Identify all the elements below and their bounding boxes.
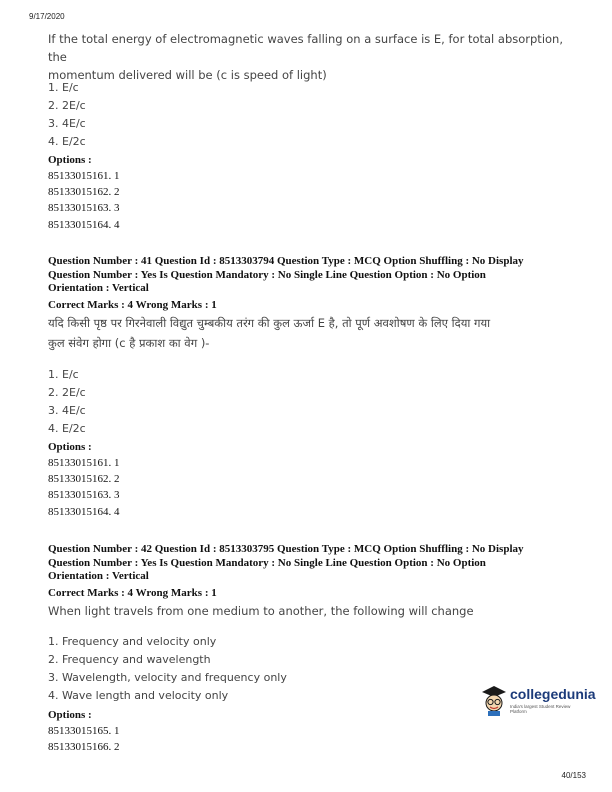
question-text: When light travels from one medium to another, the following will change [48,604,474,618]
marks: Correct Marks : 4 Wrong Marks : 1 [48,586,217,599]
question-meta-42: Question Number : 42 Question Id : 8513303795 Question Type : MCQ Option Shuffling : No Display Question Number : Yes Is Question Mandatory : No Single Line Question Option : No Option Orientation : Vertical Correct Marks : 4 Wrong Marks : 1 [48,543,568,600]
choice-list [48,79,568,151]
print-date: 9/17/2020 [29,12,65,21]
choice-item: 4. E/2c [48,135,86,148]
option-code: 85133015161. 1 [48,170,120,182]
mascot-icon [480,684,508,716]
option-code: 85133015164. 4 [48,218,120,231]
question-text-hindi: यदि किसी पृष्ठ पर गिरनेवाली विद्युत चुम्बकीय तरंग की कुल ऊर्जा E है, तो पूर्ण अवशोषण के लिए दिया गया कुल संवेग होगा (c है प्रकाश का वेग )- [48,316,491,350]
option-code: 85133015161. 1 [48,457,120,469]
option-code: 85133015164. 4 [48,505,120,518]
options-label: Options : [48,441,92,453]
option-code: 85133015165. 1 [48,725,120,737]
choice-item: 3. 4E/c [48,117,86,130]
option-code: 85133015163. 3 [48,202,120,215]
choice-item: 2. Frequency and wavelength [48,653,211,666]
choice-item: 3. Wavelength, velocity and frequency only [48,671,287,684]
choice-item: 1. Frequency and velocity only [48,635,217,648]
marks: Correct Marks : 4 Wrong Marks : 1 [48,298,217,311]
options-block [48,439,568,520]
choice-item: 2. 2E/c [48,386,86,399]
choice-item: 3. 4E/c [48,404,86,417]
logo-wordmark: collegedunia [510,686,596,702]
choice-item: 1. E/c [48,81,79,94]
collegedunia-logo [480,684,596,716]
options-label: Options : [48,154,92,166]
choice-list [48,366,568,438]
option-code: 85133015163. 3 [48,489,120,502]
options-block [48,152,568,233]
logo-tagline: India's largest Student Review Platform [510,704,571,714]
question-meta-41: Question Number : 41 Question Id : 8513303794 Question Type : MCQ Option Shuffling : No Display Question Number : Yes Is Question Mandatory : No Single Line Question Option : No Option Orientation : Vertical Correct Marks : 4 Wrong Marks : 1 [48,255,568,312]
options-label: Options : [48,709,92,721]
choice-item: 4. Wave length and velocity only [48,689,229,702]
page-number: 40/153 [561,771,586,780]
option-code: 85133015166. 2 [48,741,120,754]
choice-item: 2. 2E/c [48,99,86,112]
option-code: 85133015162. 2 [48,473,120,486]
option-code: 85133015162. 2 [48,186,120,199]
question-text: If the total energy of electromagnetic waves falling on a surface is E, for total absorption, the momentum delivered will be (c is speed of light) [48,32,563,82]
choice-item: 4. E/2c [48,422,86,435]
choice-item: 1. E/c [48,368,79,381]
